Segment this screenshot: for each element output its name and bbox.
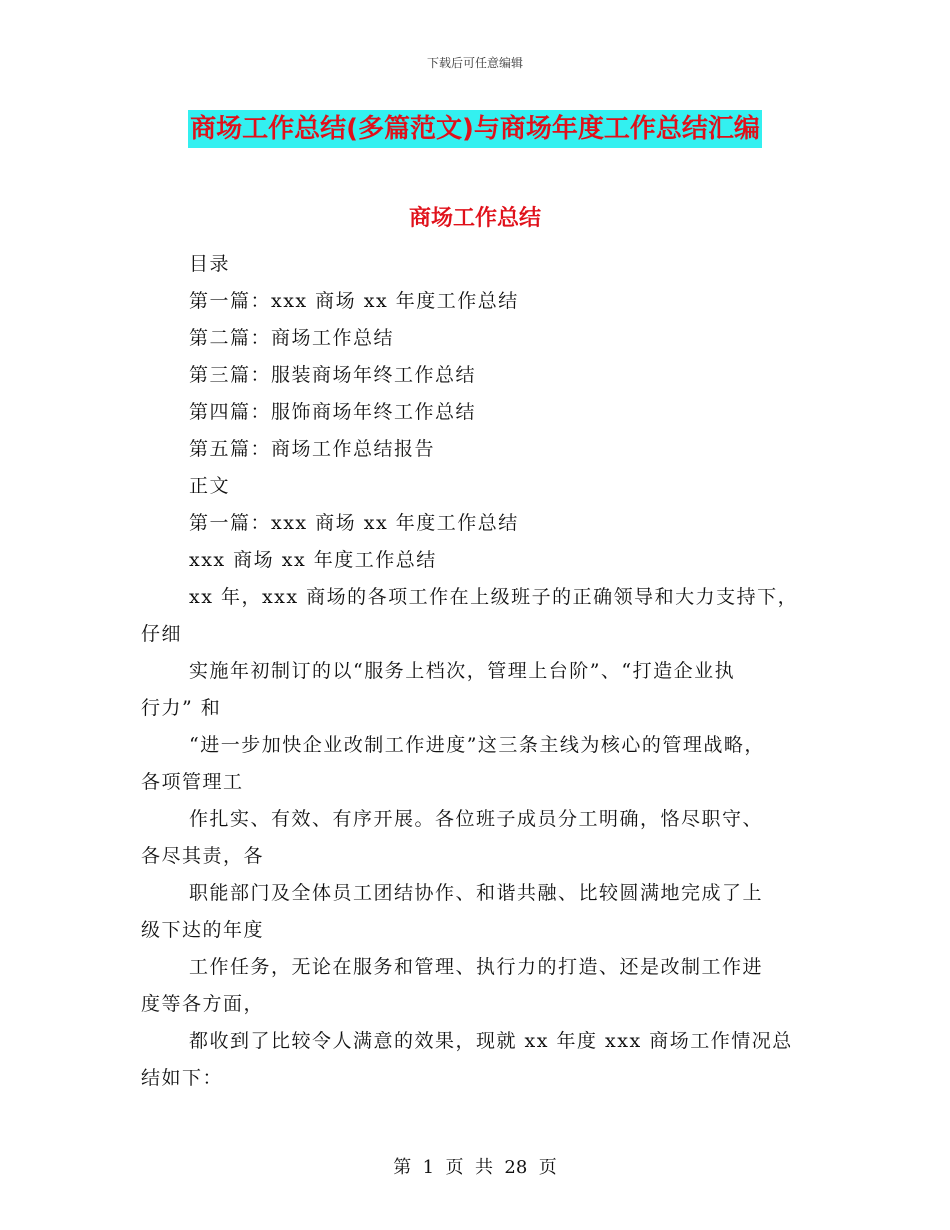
header-note: 下载后可任意编辑 [426,56,523,70]
main-title-wrap [0,110,950,148]
page-footer: 第 1 页 共 28 页 [393,1157,557,1178]
paragraph-line: 实施年初制订的以“服务上档次，管理上台阶”、“打造企业执 [189,660,736,682]
paragraph-line: xx 年，xxx 商场的各项工作在上级班子的正确领导和大力支持下， [189,586,799,608]
paragraph [141,727,811,801]
toc-item: 第一篇：xxx 商场 xx 年度工作总结 [189,290,519,312]
paragraph-line: 职能部门及全体员工团结协作、和谐共融、比较圆满地完成了上 [189,882,764,904]
paragraph-line: 结如下： [141,1067,224,1089]
paragraph-line: 度等各方面， [141,993,265,1015]
paragraph-line: 级下达的年度 [141,919,265,941]
paragraph-line: “进一步加快企业改制工作进度”这三条主线为核心的管理战略， [189,734,765,756]
paragraph-line: 都收到了比较令人满意的效果，现就 xx 年度 xxx 商场工作情况总 [189,1030,793,1052]
document-body [141,246,811,1097]
paragraph [141,653,811,727]
paragraph [141,1023,811,1097]
toc-label: 目录 [189,253,231,275]
paragraph-line: 行力” 和 [141,697,222,719]
toc-item: 第四篇：服饰商场年终工作总结 [189,401,477,423]
paragraph [141,875,811,949]
paragraph-line: 各项管理工 [141,771,244,793]
toc-item: 第五篇：商场工作总结报告 [189,438,436,460]
paragraph-line: 作扎实、有效、有序开展。各位班子成员分工明确，恪尽职守、 [189,808,764,830]
toc-item: 第三篇：服装商场年终工作总结 [189,364,477,386]
paragraph-line: 仔细 [141,623,183,645]
main-title: 商场工作总结(多篇范文)与商场年度工作总结汇编 [188,110,762,148]
body-label: 正文 [189,475,231,497]
sub-title: 商场工作总结 [408,206,541,231]
toc-item: 第二篇：商场工作总结 [189,327,395,349]
section-heading: 第一篇：xxx 商场 xx 年度工作总结 [189,512,519,534]
paragraph-line: 工作任务，无论在服务和管理、执行力的打造、还是改制工作进 [189,956,764,978]
section-title: xxx 商场 xx 年度工作总结 [189,549,437,571]
paragraph [141,949,811,1023]
paragraph-line: 各尽其责，各 [141,845,265,867]
paragraph [141,579,811,653]
paragraph [141,801,811,875]
